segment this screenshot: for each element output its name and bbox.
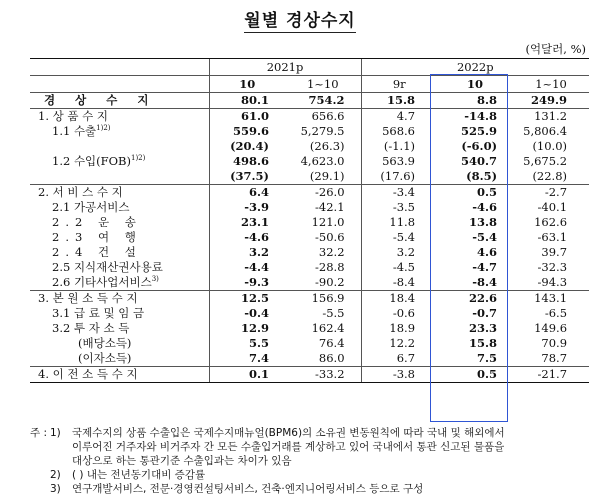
cell-2022-1-10: -94.3: [537, 275, 568, 289]
cell-2022-1-10: 249.9: [531, 93, 568, 107]
cell-2022-9r: 4.7: [361, 109, 437, 125]
cell-2022-1-10: (10.0): [532, 139, 568, 153]
cell-2021-1-10: 656.6: [285, 109, 361, 125]
cell-2022-9r: 15.8: [361, 93, 437, 109]
cell-2022-1-10: 143.1: [513, 291, 589, 307]
cell-2022-1-10: 5,675.2: [523, 154, 568, 168]
cell-2022-9r: 18.9: [361, 321, 437, 336]
row-label: 1. 상 품 수 지: [30, 109, 209, 125]
row-label: 3. 본 원 소 득 수 지: [30, 291, 209, 307]
cell-2022-10: 4.6: [477, 245, 498, 259]
cell-2022-10: 23.3: [469, 321, 498, 335]
cell-2022-10: -14.8: [437, 109, 513, 125]
cell-2021-1-10: -28.8: [315, 260, 345, 274]
cell-2022-1-10: -2.7: [513, 185, 589, 201]
cell-2022-10: -5.4: [472, 230, 498, 244]
cell-2022-1-10: (22.8): [532, 169, 568, 183]
cell-2021-10: -0.4: [209, 306, 285, 321]
current-account-table: [30, 58, 589, 383]
row-secondary-income: [30, 367, 589, 383]
cell-2022-9r: -4.5: [361, 260, 437, 275]
footnote-text: ( ) 내는 전년동기대비 증감률: [72, 469, 206, 481]
header-col-2022-9r: 9r: [361, 76, 437, 93]
footnote-2: [30, 468, 590, 482]
cell-2022-1-10: -21.7: [513, 367, 589, 383]
cell-2022-9r: -3.8: [361, 367, 437, 383]
cell-2022-1-10: 39.7: [541, 245, 568, 259]
cell-2021-10: 12.9: [209, 321, 285, 336]
cell-2022-1-10: -63.1: [537, 230, 568, 244]
footnote-text: 국제수지의 상품 수출입은 국제수지매뉴얼(BPM6)의 소유권 변동원칙에 따라 국내 및 해외에서: [72, 427, 505, 439]
cell-2021-10: -3.9: [209, 200, 285, 215]
row-compensation: [30, 306, 589, 321]
cell-2022-1-10: 149.6: [534, 321, 568, 335]
cell-2021-1-10: -50.6: [315, 230, 345, 244]
cell-2022-10: (-6.0): [461, 139, 498, 153]
cell-2021-10: -4.4: [209, 260, 285, 275]
header-col-2022-1-10: 1~10: [513, 76, 589, 93]
cell-2022-1-10: -32.3: [537, 260, 568, 274]
cell-2022-9r: 6.7: [361, 351, 437, 367]
cell-2022-9r: -5.4: [361, 230, 437, 245]
footnote-number: 2): [50, 469, 61, 481]
header-col-2021-1-10: 1~10: [285, 76, 361, 93]
cell-2022-1-10: -6.5: [544, 306, 568, 320]
cell-2021-1-10: -90.2: [315, 275, 345, 289]
row-label: 2. 서 비 스 수 지: [30, 185, 209, 201]
row-label: (이자소득): [78, 351, 132, 365]
footnote-1: [30, 426, 590, 440]
cell-2021-1-10: 121.0: [311, 215, 345, 229]
row-label: 3.1 급 료 및 임 금: [52, 306, 145, 320]
cell-2022-10: -8.4: [472, 275, 498, 289]
cell-2022-1-10: 78.7: [541, 351, 568, 365]
row-label: 경 상 수 지: [44, 93, 157, 107]
row-primary-income: [30, 291, 589, 307]
header-col-2021-10: 10: [209, 76, 285, 93]
cell-2021-10: 498.6: [209, 154, 285, 169]
cell-2021-1-10: -5.5: [322, 306, 345, 320]
cell-2021-10: 5.5: [209, 336, 285, 351]
cell-2021-10: -4.6: [209, 230, 285, 245]
row-other-business-services: [30, 275, 589, 291]
cell-2022-10: 8.8: [477, 93, 498, 107]
cell-2022-9r: -3.4: [361, 185, 437, 201]
cell-2022-1-10: -40.1: [537, 200, 568, 214]
cell-2022-10: -4.6: [472, 200, 498, 214]
row-label: 1.2 수입(FOB)$^{1)2)}$: [52, 154, 146, 168]
cell-2021-10: 559.6: [209, 124, 285, 139]
cell-2022-9r: 12.2: [361, 336, 437, 351]
footnote-number: 3): [50, 483, 61, 495]
cell-2021-10: 61.0: [209, 109, 285, 125]
cell-2022-10: 540.7: [461, 154, 498, 168]
cell-2021-1-10: (26.3): [309, 139, 345, 153]
row-label: 2.3 여 행: [52, 230, 142, 244]
row-label: 2.4 건 설: [52, 245, 142, 259]
cell-2021-1-10: -26.0: [285, 185, 361, 201]
cell-2022-9r: (-1.1): [361, 139, 437, 154]
cell-2021-10: 23.1: [209, 215, 285, 230]
cell-2021-10: (37.5): [209, 169, 285, 185]
cell-2022-9r: 3.2: [361, 245, 437, 260]
cell-2021-1-10: 32.2: [318, 245, 345, 259]
footnote-1-line2: 이루어진 거주자와 비거주자 간 모든 수출입거래를 계상하고 있어 국내에서 통관 신고된 물품을: [72, 441, 505, 453]
header-col-2022-10: 10: [437, 76, 513, 93]
row-label: 1.1 수출$^{1)2)}$: [52, 124, 111, 138]
header-year-2021: 2021p: [209, 59, 361, 76]
row-exports-growth: [30, 139, 589, 154]
cell-2021-1-10: 162.4: [311, 321, 345, 335]
cell-2022-10: 22.6: [437, 291, 513, 307]
cell-2022-9r: -3.5: [361, 200, 437, 215]
cell-2021-1-10: 76.4: [318, 336, 345, 350]
cell-2021-1-10: 156.9: [285, 291, 361, 307]
row-investment-income: [30, 321, 589, 336]
cell-2021-10: 6.4: [209, 185, 285, 201]
cell-2022-9r: 568.6: [361, 124, 437, 139]
footnote-1-line3: 대상으로 하는 통관기준 수출입과는 차이가 있음: [72, 455, 292, 467]
row-label: 2.5 지식재산권사용료: [52, 260, 163, 274]
cell-2021-10: 0.1: [209, 367, 285, 383]
footnote-head: 주 :: [30, 427, 48, 439]
page-title: 월별 경상수지: [244, 11, 356, 31]
cell-2022-1-10: 5,806.4: [523, 124, 568, 138]
cell-2022-9r: -8.4: [361, 275, 437, 291]
footnote-marker: 1)2): [131, 154, 146, 162]
row-ip-charges: [30, 260, 589, 275]
row-goods-balance: [30, 109, 589, 125]
row-construction: [30, 245, 589, 260]
row-imports: [30, 154, 589, 169]
cell-2021-10: 3.2: [209, 245, 285, 260]
cell-2021-10: 12.5: [209, 291, 285, 307]
cell-2022-10: 13.8: [469, 215, 498, 229]
cell-2021-1-10: 5,279.5: [300, 124, 345, 138]
cell-2022-9r: 18.4: [361, 291, 437, 307]
row-imports-growth: [30, 169, 589, 185]
header-corner: [30, 59, 209, 76]
cell-2021-1-10: 4,623.0: [300, 154, 345, 168]
row-exports: [30, 124, 589, 139]
cell-2022-10: 15.8: [469, 336, 498, 350]
header-year-2022: 2022p: [361, 59, 589, 76]
cell-2022-9r: (17.6): [361, 169, 437, 185]
cell-2021-1-10: (29.1): [309, 169, 345, 183]
row-travel: [30, 230, 589, 245]
row-processing-services: [30, 200, 589, 215]
footnote-3: [30, 482, 590, 496]
row-label: 3.2 투 자 소 득: [52, 321, 130, 335]
cell-2022-1-10: 162.6: [534, 215, 568, 229]
row-interest-income: [30, 351, 589, 367]
header-corner-lower: [30, 76, 209, 93]
row-current-account: [30, 93, 589, 109]
cell-2021-1-10: 86.0: [318, 351, 345, 365]
cell-2021-10: -9.3: [209, 275, 285, 291]
cell-2022-9r: 563.9: [361, 154, 437, 169]
cell-2022-1-10: 70.9: [541, 336, 568, 350]
cell-2022-9r: 11.8: [361, 215, 437, 230]
cell-2022-10: 0.5: [437, 185, 513, 201]
cell-2021-1-10: 754.2: [308, 93, 345, 107]
cell-2021-1-10: -33.2: [285, 367, 361, 383]
footnote-number: 1): [50, 427, 61, 439]
footnotes: [30, 426, 590, 496]
row-label: [30, 169, 209, 185]
cell-2022-10: 525.9: [461, 124, 498, 138]
row-services-balance: [30, 185, 589, 201]
row-label: (배당소득): [78, 336, 132, 350]
cell-2021-10: (20.4): [209, 139, 285, 154]
row-label: 2.1 가공서비스: [52, 200, 130, 214]
footnote-marker: 3): [151, 275, 159, 283]
cell-2022-10: 7.5: [477, 351, 498, 365]
row-transport: [30, 215, 589, 230]
unit-label: (억달러, %): [525, 42, 586, 56]
row-label: [30, 139, 209, 154]
row-label: 2.2 운 송: [52, 215, 142, 229]
footnote-text: 연구개발서비스, 전문·경영컨설팅서비스, 건축·엔지니어링서비스 등으로 구성: [72, 483, 424, 495]
footnote-marker: 1)2): [96, 124, 111, 132]
cell-2022-10: -0.7: [472, 306, 498, 320]
cell-2021-1-10: -42.1: [315, 200, 345, 214]
cell-2021-10: 80.1: [209, 93, 285, 109]
cell-2021-10: 7.4: [209, 351, 285, 367]
cell-2022-1-10: 131.2: [513, 109, 589, 125]
row-label: 2.6 기타사업서비스$^{3)}$: [52, 275, 159, 289]
row-label: 4. 이 전 소 득 수 지: [30, 367, 209, 383]
row-dividend-income: [30, 336, 589, 351]
cell-2022-10: (8.5): [466, 169, 498, 183]
cell-2022-9r: -0.6: [361, 306, 437, 321]
cell-2022-10: 0.5: [437, 367, 513, 383]
cell-2022-10: -4.7: [472, 260, 498, 274]
